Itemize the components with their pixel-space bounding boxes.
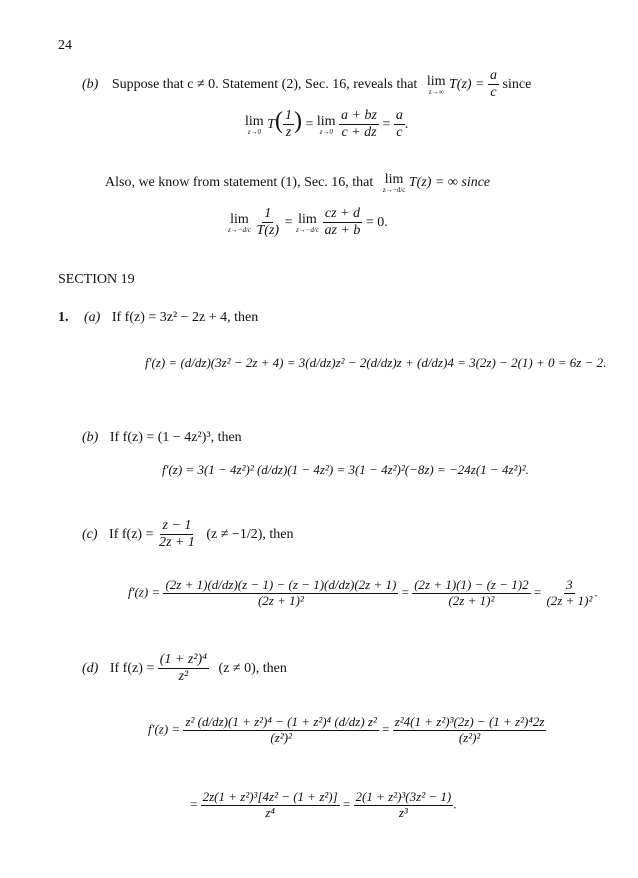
lim-text: lim xyxy=(384,172,404,187)
lim-subscript: z→−d/c xyxy=(382,186,406,194)
equation-1d-line1 xyxy=(148,715,546,746)
period: . xyxy=(594,584,598,600)
lim-subscript: z→0 xyxy=(319,127,333,136)
equation-limit-2 xyxy=(228,206,388,239)
fraction-numerator: z − 1 xyxy=(160,518,193,535)
T-symbol: T xyxy=(267,117,275,132)
fraction-numerator: 1 xyxy=(283,108,294,125)
equals: = xyxy=(401,584,409,600)
lim-subscript: z→∞ xyxy=(428,87,444,96)
equals: = xyxy=(305,117,314,132)
fraction-numerator: cz + d xyxy=(323,206,362,223)
fraction-denominator: c + dz xyxy=(341,125,377,141)
part-b-sec16 xyxy=(82,68,531,101)
fraction-denominator: z² xyxy=(178,669,189,685)
limit-expression xyxy=(427,74,446,96)
fraction-numerator: 2(1 + z²)³(3z² − 1) xyxy=(355,789,452,804)
part-label: (c) xyxy=(82,526,98,542)
line2-text: Also, we know from statement (1), Sec. 16, that xyxy=(105,175,374,191)
fraction-numerator: (2z + 1)(d/dz)(z − 1) − (z − 1)(d/dz)(2z + 1) xyxy=(165,577,397,592)
problem-1b xyxy=(82,430,242,446)
period: . xyxy=(404,117,409,132)
equals: = xyxy=(284,214,293,230)
fraction-numerator: z²4(1 + z²)³(2z) − (1 + z²)⁴2z xyxy=(394,714,545,729)
lim-text: lim xyxy=(245,113,264,129)
lim-text: lim xyxy=(230,211,249,227)
lim-rest: T(z) = ∞ since xyxy=(408,175,491,191)
lhs: f′(z) = xyxy=(148,721,181,737)
if-text: If f(z) = xyxy=(109,526,154,542)
fraction-denominator: az + b xyxy=(324,223,361,239)
if-text: If f(z) = xyxy=(109,660,155,676)
fraction-numerator: z² (d/dz)(1 + z²)⁴ − (1 + z²)⁴ (d/dz) z² xyxy=(185,714,377,729)
lim-text: lim xyxy=(426,73,446,89)
fraction-numerator: (2z + 1)(1) − (z − 1)2 xyxy=(414,577,529,592)
condition-text: (z ≠ −1/2), then xyxy=(206,526,294,542)
fraction-denominator: T(z) xyxy=(256,223,280,239)
lhs: f′(z) = xyxy=(128,584,161,600)
equation-1c xyxy=(128,578,598,609)
equals: = xyxy=(533,584,542,600)
equation-limit-1: lim z→0 T( $\frac{1}{z}$ ) = lim z→0 $\frac{a + bz}{c + dz}$ = $\frac{a}{c}$ . xyxy=(245,108,409,141)
lim-text: lim xyxy=(316,113,336,129)
lim-text: lim xyxy=(298,211,317,227)
lim-subscript: z→−d/c xyxy=(295,225,319,234)
problem-1c xyxy=(82,518,294,551)
fraction-denominator: c xyxy=(490,85,497,101)
problem-1d xyxy=(82,652,287,685)
fraction-denominator: c xyxy=(396,125,403,141)
equals: = xyxy=(382,117,391,132)
lim-rest: T(z) = xyxy=(449,76,485,92)
problem-1a xyxy=(58,310,258,326)
period: . xyxy=(453,796,457,812)
equation-1d-line2 xyxy=(190,790,456,821)
part-b-line1: Suppose that c ≠ 0. Statement (2), Sec. 16, reveals that xyxy=(111,76,418,92)
fraction-denominator: (2z + 1)² xyxy=(257,592,304,608)
part-label: (b) xyxy=(82,430,99,445)
fraction-numerator: 2z(1 + z²)³[4z² − (1 + z²)] xyxy=(202,789,338,804)
part-b-text: If f(z) = (1 − 4z²)³, then xyxy=(109,430,242,445)
equals: = xyxy=(382,721,390,737)
equation-1a: f′(z) = (d/dz)(3z² − 2z + 4) = 3(d/dz)z² − 2(d/dz)z + (d/dz)4 = 3(2z) − 2(1) + 0 = 6z − 2. xyxy=(145,355,607,370)
equals: = xyxy=(190,796,198,812)
fraction-numerator: a xyxy=(394,108,405,125)
part-label: (a) xyxy=(84,310,101,325)
fraction-denominator: (z²)² xyxy=(270,729,292,745)
fraction-denominator: (z²)² xyxy=(458,729,481,745)
fraction-numerator: (1 + z²)⁴ xyxy=(158,652,209,669)
fraction-denominator: (2z + 1)² xyxy=(448,592,495,608)
page-number: 24 xyxy=(58,38,72,53)
fraction-denominator: z xyxy=(285,125,292,141)
condition-text: (z ≠ 0), then xyxy=(218,660,287,676)
fraction-denominator: (2z + 1)² xyxy=(546,592,593,608)
part-label: (d) xyxy=(82,660,99,676)
equals: = xyxy=(342,796,351,812)
fraction-denominator: 2z + 1 xyxy=(158,535,195,551)
fraction-numerator: 1 xyxy=(262,206,273,223)
lim-subscript: z→0 xyxy=(247,127,261,136)
fraction-denominator: z⁴ xyxy=(265,804,275,820)
fraction-numerator: a + bz xyxy=(339,108,379,125)
problem-number: 1. xyxy=(58,310,69,325)
section-title: SECTION 19 xyxy=(58,272,135,287)
fraction-numerator: a xyxy=(488,68,499,85)
equation-1b: f′(z) = 3(1 − 4z²)² (d/dz)(1 − 4z²) = 3(1 − 4z²)²(−8z) = −24z(1 − 4z²)². xyxy=(162,462,529,477)
fraction xyxy=(488,68,499,101)
fraction-numerator: 3 xyxy=(566,577,573,592)
equals-zero: = 0. xyxy=(365,214,388,230)
part-b-line2 xyxy=(105,172,490,194)
lim-subscript: z→−d/c xyxy=(228,225,251,234)
part-a-text: If f(z) = 3z² − 2z + 4, then xyxy=(111,310,259,325)
fraction-denominator: z³ xyxy=(398,804,408,820)
since-text: since xyxy=(502,76,532,92)
part-label: (b) xyxy=(82,76,99,92)
